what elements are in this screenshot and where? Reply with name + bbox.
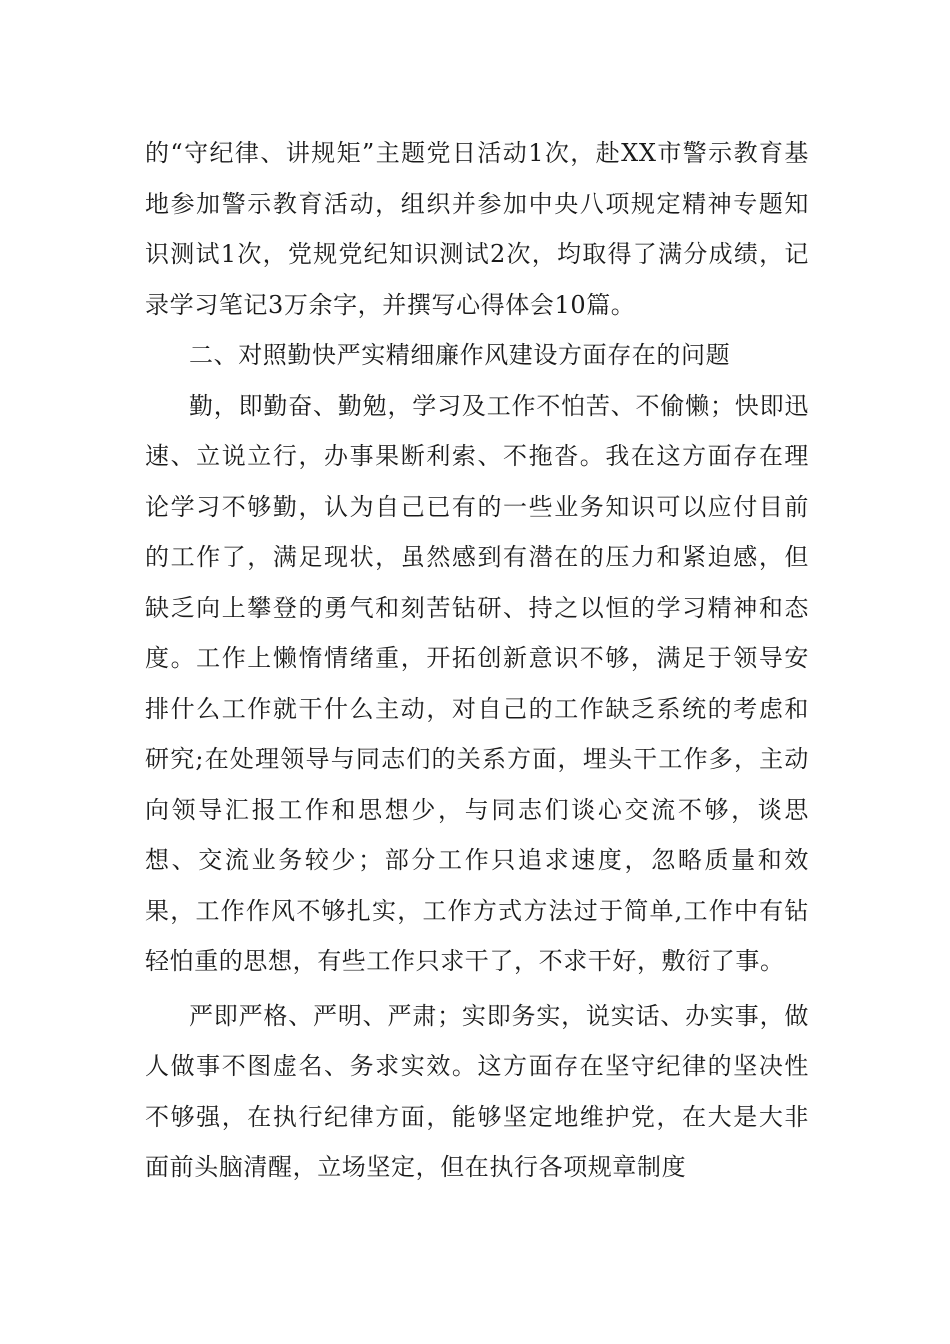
paragraph-continuation: 的“守纪律、讲规矩”主题党日活动1次，赴XX市警示教育基地参加警示教育活动，组织并参加中央八项规定精神专题知识测试1次，党规党纪知识测试2次，均取得了满分成绩，记录学习笔记3万余字，并撰写心得体会10篇。 — [145, 139, 809, 319]
section-heading: 二、对照勤快严实精细廉作风建设方面存在的问题 — [189, 341, 731, 369]
document-body — [145, 128, 809, 1193]
paragraph-diligence: 勤，即勤奋、勤勉，学习及工作不怕苦、不偷懒；快即迅速、立说立行，办事果断利索、不拖沓。我在这方面存在理论学习不够勤，认为自己已有的一些业务知识可以应付目前的工作了，满足现状，虽然感到有潜在的压力和紧迫感，但缺乏向上攀登的勇气和刻苦钻研、持之以恒的学习精神和态度。工作上懒惰情绪重，开拓创新意识不够，满足于领导安排什么工作就干什么主动，对自己的工作缺乏系统的考虑和研究;在处理领导与同志们的关系方面，埋头干工作多，主动向领导汇报工作和思想少，与同志们谈心交流不够，谈思想、交流业务较少；部分工作只追求速度，忽略质量和效果，工作作风不够扎实，工作方式方法过于简单,工作中有钻轻怕重的思想，有些工作只求干了，不求干好，敷衍了事。 — [145, 391, 809, 975]
paragraph-strictness: 严即严格、严明、严肃；实即务实，说实话、办实事，做人做事不图虚名、务求实效。这方面存在坚守纪律的坚决性不够强，在执行纪律方面，能够坚定地维护党，在大是大非面前头脑清醒，立场坚定，但在执行各项规章制度 — [145, 1001, 809, 1181]
